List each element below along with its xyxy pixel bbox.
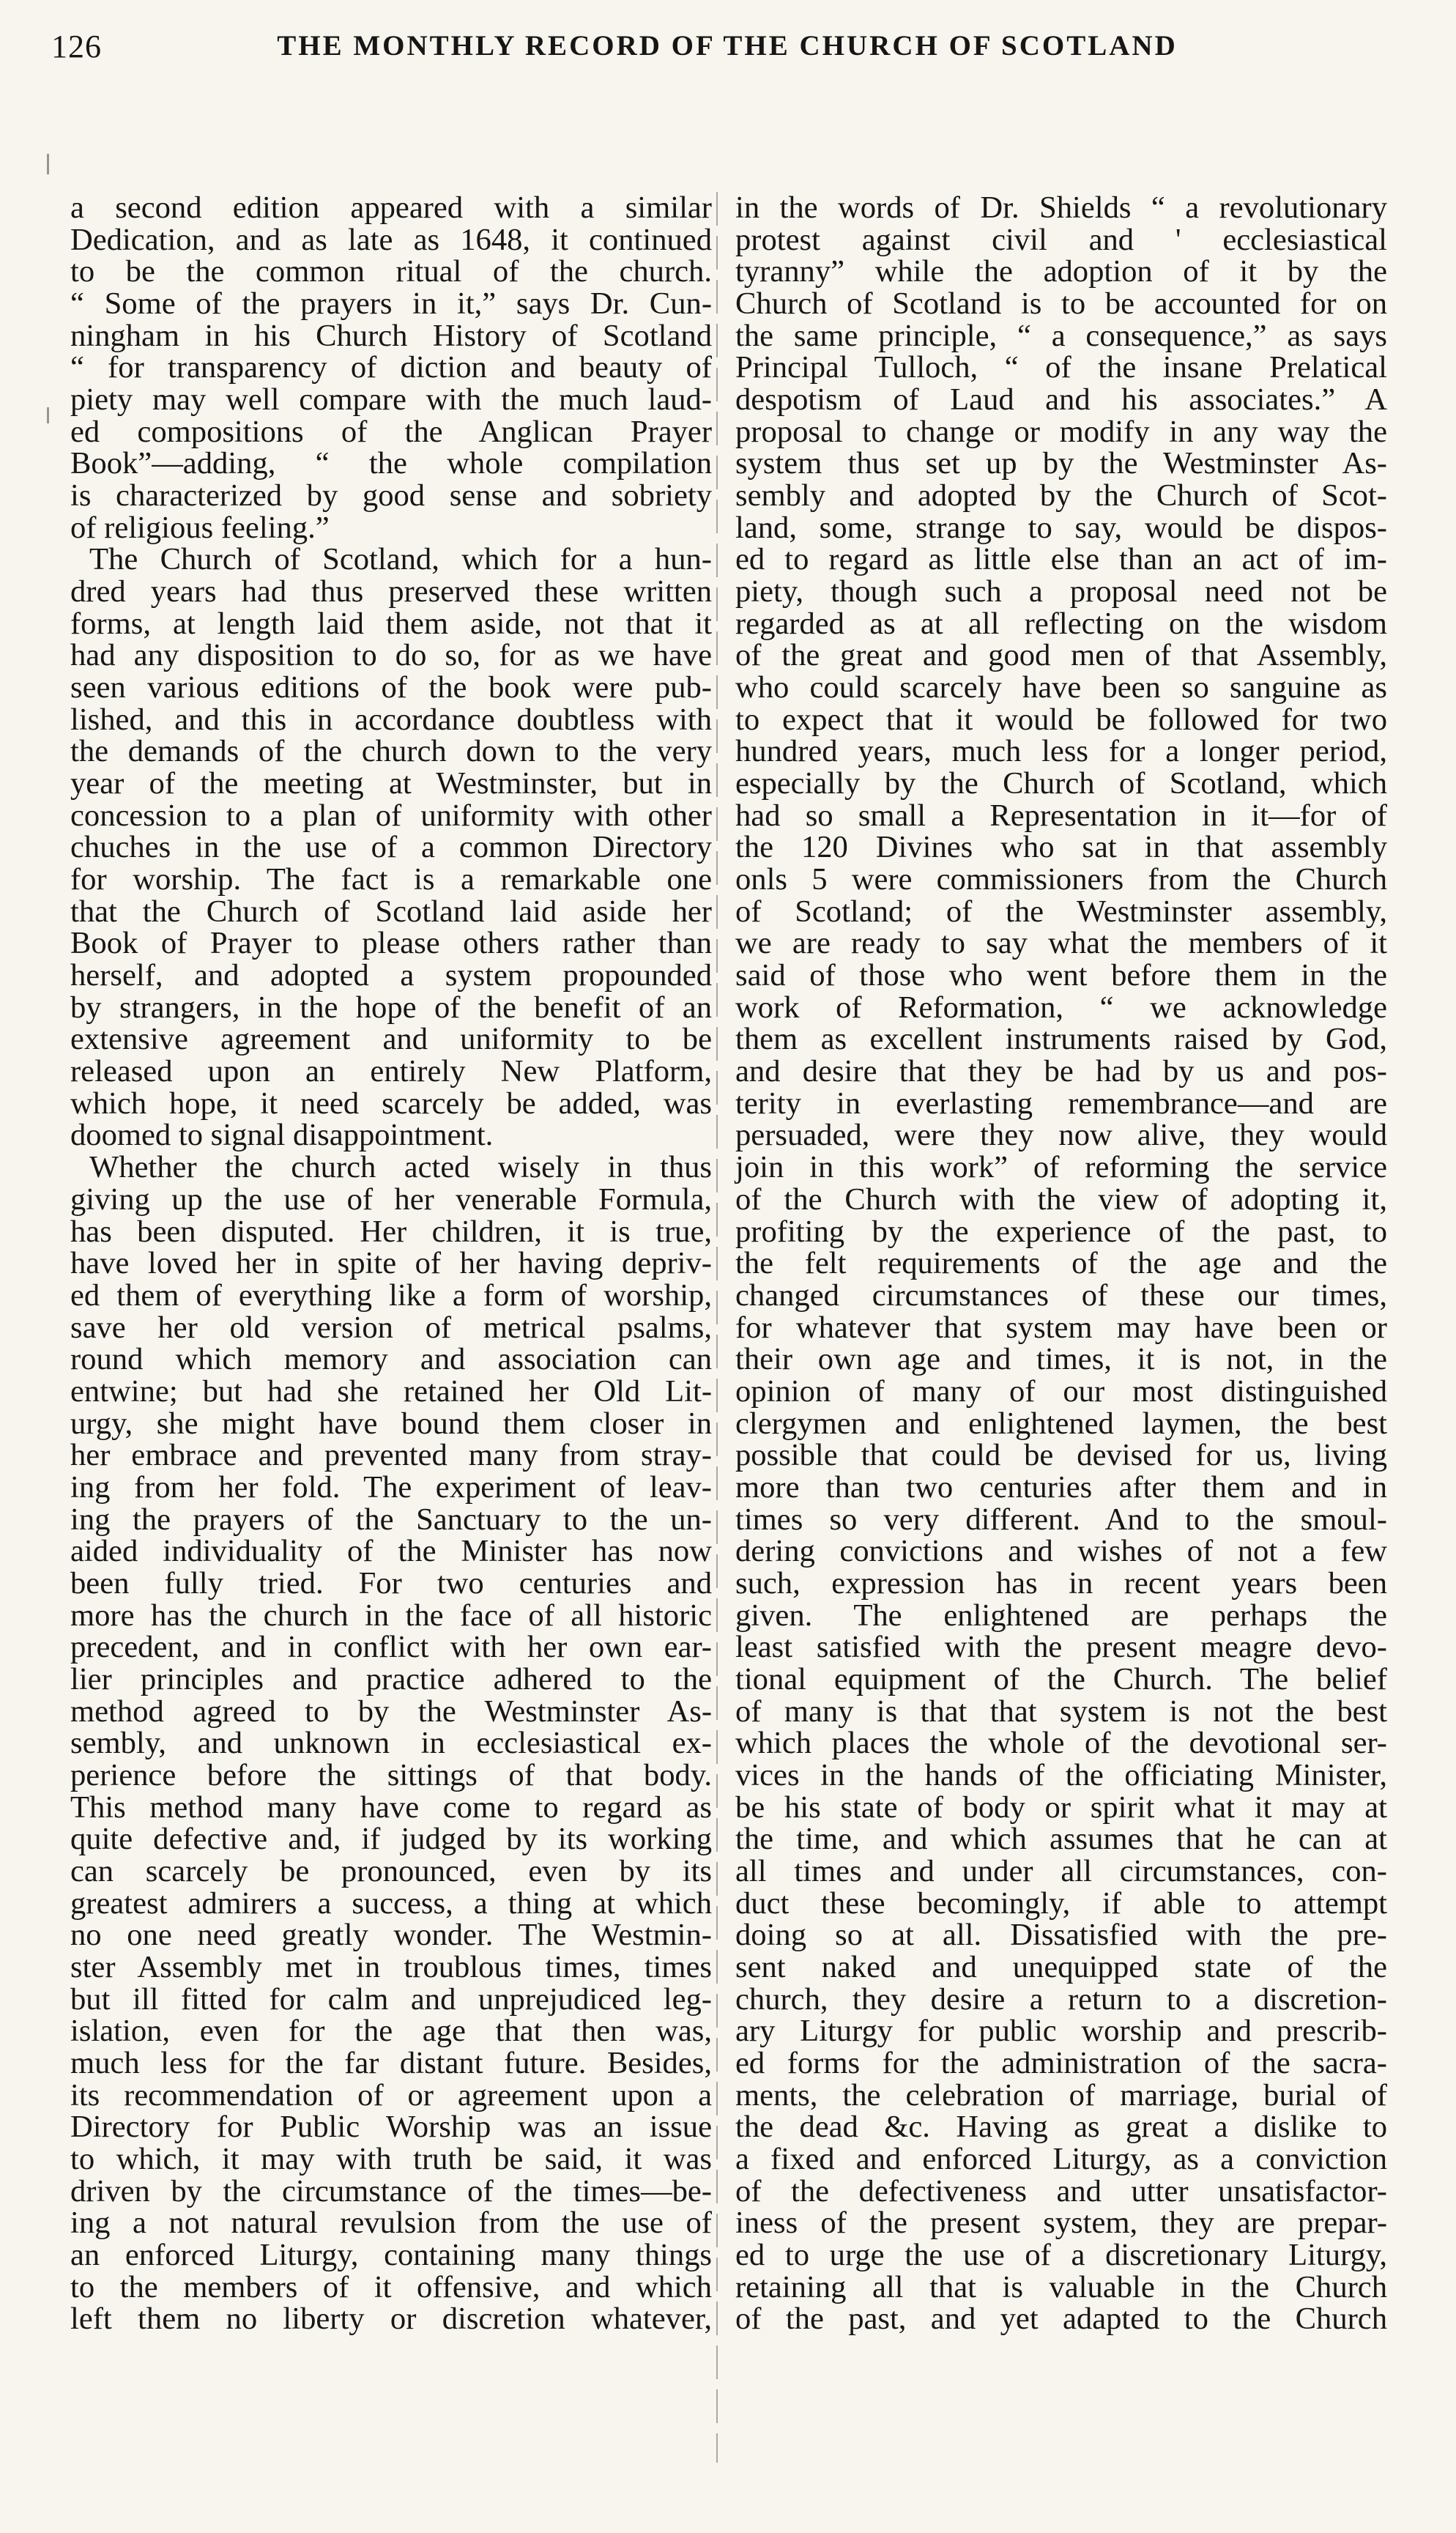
text-line: of the Church with the view of adopting it, bbox=[735, 1182, 1387, 1217]
text-line: of the great and good men of that Assembly, bbox=[735, 638, 1387, 673]
text-line: said of those who went before them in the bbox=[735, 958, 1387, 993]
text-line: her embrace and prevented many from stray- bbox=[70, 1438, 712, 1473]
text-line: sent naked and unequipped state of the bbox=[735, 1949, 1387, 1984]
text-line: possible that could be devised for us, living bbox=[735, 1438, 1387, 1473]
column-divider bbox=[716, 192, 718, 2463]
text-line: “ for transparency of diction and beauty of bbox=[70, 350, 712, 385]
text-line: seen various editions of the book were pub- bbox=[70, 670, 712, 705]
text-line: proposal to change or modify in any way the bbox=[735, 414, 1387, 449]
text-line: had any disposition to do so, for as we have bbox=[70, 638, 712, 673]
text-line: them as excellent instruments raised by God, bbox=[735, 1022, 1387, 1057]
text-line: quite defective and, if judged by its working bbox=[70, 1822, 712, 1857]
text-line: precedent, and in conflict with her own ear- bbox=[70, 1630, 712, 1665]
text-line: for whatever that system may have been or bbox=[735, 1310, 1387, 1345]
text-line: duct these becomingly, if able to attempt bbox=[735, 1885, 1387, 1921]
text-line: terity in everlasting remembrance—and are bbox=[735, 1086, 1387, 1121]
text-line: despotism of Laud and his associates.” A bbox=[735, 382, 1387, 418]
left-text-column bbox=[70, 192, 712, 2335]
text-line: Book of Prayer to please others rather than bbox=[70, 926, 712, 961]
text-line: a second edition appeared with a similar bbox=[70, 190, 712, 225]
text-line: ed to urge the use of a discretionary Liturgy, bbox=[735, 2238, 1387, 2272]
margin-mark bbox=[47, 154, 49, 174]
text-line: aided individuality of the Minister has now bbox=[70, 1534, 712, 1569]
text-line: for worship. The fact is a remarkable one bbox=[70, 862, 712, 897]
text-line: which hope, it need scarcely be added, was bbox=[70, 1086, 712, 1121]
page-number: 126 bbox=[51, 29, 102, 64]
text-line: doing so at all. Dissatisfied with the pre- bbox=[735, 1918, 1387, 1953]
right-text-column bbox=[735, 192, 1387, 2335]
text-line: ed compositions of the Anglican Prayer bbox=[70, 414, 712, 449]
text-line: greatest admirers a success, a thing at which bbox=[70, 1885, 712, 1921]
text-line: ed to regard as little else than an act of im- bbox=[735, 542, 1387, 577]
text-line: herself, and adopted a system propounded bbox=[70, 958, 712, 993]
text-line: been fully tried. For two centuries and bbox=[70, 1565, 712, 1601]
text-line: giving up the use of her venerable Formula, bbox=[70, 1182, 712, 1217]
text-line: ing from her fold. The experiment of leav- bbox=[70, 1469, 712, 1505]
text-line: ningham in his Church History of Scotland bbox=[70, 318, 712, 353]
text-line: changed circumstances of these our times, bbox=[735, 1277, 1387, 1313]
text-line: to expect that it would be followed for two bbox=[735, 702, 1387, 737]
text-line: of religious feeling.” bbox=[70, 510, 330, 545]
text-line: Directory for Public Worship was an issue bbox=[70, 2110, 712, 2145]
text-line: clergymen and enlightened laymen, the best bbox=[735, 1406, 1387, 1441]
text-line: we are ready to say what the members of it bbox=[735, 926, 1387, 961]
text-line: can scarcely be pronounced, even by its bbox=[70, 1853, 712, 1888]
text-line: is characterized by good sense and sobriety bbox=[70, 478, 712, 513]
text-line: no one need greatly wonder. The Westmin- bbox=[70, 1918, 712, 1953]
text-line: the time, and which assumes that he can at bbox=[735, 1822, 1387, 1857]
text-line: dred years had thus preserved these written bbox=[70, 574, 712, 609]
text-line: profiting by the experience of the past, to bbox=[735, 1214, 1387, 1249]
text-line: round which memory and association can bbox=[70, 1342, 712, 1377]
text-line: sembly, and unknown in ecclesiastical ex- bbox=[70, 1726, 712, 1761]
text-line: “ Some of the prayers in it,” says Dr. Cun- bbox=[70, 286, 712, 322]
text-line: sembly and adopted by the Church of Scot- bbox=[735, 478, 1387, 513]
text-line: piety, though such a proposal need not be bbox=[735, 574, 1387, 609]
text-line: more than two centuries after them and in bbox=[735, 1469, 1387, 1505]
text-line: to be the common ritual of the church. bbox=[70, 254, 712, 289]
text-line: ments, the celebration of marriage, burial of bbox=[735, 2077, 1387, 2113]
text-line: all times and under all circumstances, con- bbox=[735, 1853, 1387, 1888]
text-line: such, expression has in recent years been bbox=[735, 1565, 1387, 1601]
text-line: system thus set up by the Westminster As- bbox=[735, 446, 1387, 481]
text-line: the same principle, “ a consequence,” as says bbox=[735, 318, 1387, 353]
text-line: lier principles and practice adhered to the bbox=[70, 1661, 712, 1696]
text-line: left them no liberty or discretion whatever, bbox=[70, 2302, 712, 2337]
text-line: year of the meeting at Westminster, but in bbox=[70, 766, 712, 801]
text-line: doomed to signal disappointment. bbox=[70, 1118, 494, 1153]
running-title: THE MONTHLY RECORD OF THE CHURCH OF SCOTLAND bbox=[277, 30, 1178, 62]
text-line: their own age and times, it is not, in the bbox=[735, 1342, 1387, 1377]
text-line: the 120 Divines who sat in that assembly bbox=[735, 830, 1387, 865]
text-line: opinion of many of our most distinguished bbox=[735, 1373, 1387, 1409]
text-line: join in this work” of reforming the service bbox=[735, 1150, 1387, 1185]
text-line: save her old version of metrical psalms, bbox=[70, 1310, 712, 1345]
text-line: and desire that they be had by us and pos- bbox=[735, 1054, 1387, 1089]
text-line: its recommendation of or agreement upon a bbox=[70, 2077, 712, 2113]
text-line: more has the church in the face of all historic bbox=[70, 1598, 712, 1633]
text-line: a fixed and enforced Liturgy, as a conviction bbox=[735, 2141, 1387, 2176]
text-line: by strangers, in the hope of the benefit of an bbox=[70, 990, 712, 1025]
text-line: forms, at length laid them aside, not that it bbox=[70, 606, 712, 641]
text-line: the dead &c. Having as great a dislike to bbox=[735, 2110, 1387, 2145]
text-line: ing a not natural revulsion from the use of bbox=[70, 2206, 712, 2241]
text-line: the demands of the church down to the very bbox=[70, 734, 712, 769]
text-line: concession to a plan of uniformity with other bbox=[70, 798, 712, 833]
text-line: of Scotland; of the Westminster assembly, bbox=[735, 894, 1387, 929]
text-line: much less for the far distant future. Besides, bbox=[70, 2045, 712, 2080]
text-line: ed them of everything like a form of worship, bbox=[70, 1277, 712, 1313]
text-line: be his state of body or spirit what it may at bbox=[735, 1790, 1387, 1825]
text-line: least satisfied with the present meagre devo- bbox=[735, 1630, 1387, 1665]
text-line: method agreed to by the Westminster As- bbox=[70, 1694, 712, 1729]
text-line: ster Assembly met in troublous times, times bbox=[70, 1949, 712, 1984]
text-line: to the members of it offensive, and which bbox=[70, 2269, 712, 2304]
text-line: the felt requirements of the age and the bbox=[735, 1246, 1387, 1281]
text-line: islation, even for the age that then was, bbox=[70, 2014, 712, 2049]
text-line: who could scarcely have been so sanguine as bbox=[735, 670, 1387, 705]
text-line: dering convictions and wishes of not a few bbox=[735, 1534, 1387, 1569]
text-line: This method many have come to regard as bbox=[70, 1790, 712, 1825]
text-line: work of Reformation, “ we acknowledge bbox=[735, 990, 1387, 1025]
text-line: Whether the church acted wisely in thus bbox=[89, 1150, 712, 1185]
text-line: have loved her in spite of her having depriv- bbox=[70, 1246, 712, 1281]
text-line: Church of Scotland is to be accounted for on bbox=[735, 286, 1387, 322]
text-line: regarded as at all reflecting on the wisdom bbox=[735, 606, 1387, 641]
text-line: had so small a Representation in it—for of bbox=[735, 798, 1387, 833]
text-line: an enforced Liturgy, containing many things bbox=[70, 2238, 712, 2272]
text-line: especially by the Church of Scotland, which bbox=[735, 766, 1387, 801]
text-line: hundred years, much less for a longer period, bbox=[735, 734, 1387, 769]
text-line: tyranny” while the adoption of it by the bbox=[735, 254, 1387, 289]
text-line: to which, it may with truth be said, it was bbox=[70, 2141, 712, 2176]
text-line: has been disputed. Her children, it is true, bbox=[70, 1214, 712, 1249]
text-line: The Church of Scotland, which for a hun- bbox=[89, 542, 712, 577]
text-line: released upon an entirely New Platform, bbox=[70, 1054, 712, 1089]
text-line: vices in the hands of the officiating Minister, bbox=[735, 1757, 1387, 1792]
text-line: urgy, she might have bound them closer in bbox=[70, 1406, 712, 1441]
text-line: which places the whole of the devotional ser- bbox=[735, 1726, 1387, 1761]
text-line: given. The enlightened are perhaps the bbox=[735, 1598, 1387, 1633]
text-line: ed forms for the administration of the sacra- bbox=[735, 2045, 1387, 2080]
text-line: protest against civil and ' ecclesiastical bbox=[735, 222, 1387, 257]
text-line: tional equipment of the Church. The belief bbox=[735, 1661, 1387, 1696]
text-line: of the defectiveness and utter unsatisfactor- bbox=[735, 2173, 1387, 2209]
text-line: Book”—adding, “ the whole compilation bbox=[70, 446, 712, 481]
text-line: piety may well compare with the much laud- bbox=[70, 382, 712, 418]
margin-mark bbox=[47, 407, 49, 423]
text-line: chuches in the use of a common Directory bbox=[70, 830, 712, 865]
text-line: church, they desire a return to a discretion- bbox=[735, 1981, 1387, 2017]
text-line: Dedication, and as late as 1648, it continued bbox=[70, 222, 712, 257]
text-line: extensive agreement and uniformity to be bbox=[70, 1022, 712, 1057]
text-line: that the Church of Scotland laid aside her bbox=[70, 894, 712, 929]
text-line: ing the prayers of the Sanctuary to the un- bbox=[70, 1502, 712, 1537]
text-line: driven by the circumstance of the times—be- bbox=[70, 2173, 712, 2209]
text-line: land, some, strange to say, would be dispos- bbox=[735, 510, 1387, 545]
text-line: ary Liturgy for public worship and prescrib- bbox=[735, 2014, 1387, 2049]
text-line: Principal Tulloch, “ of the insane Prelatical bbox=[735, 350, 1387, 385]
text-line: onls 5 were commissioners from the Church bbox=[735, 862, 1387, 897]
page-header bbox=[42, 28, 1412, 94]
text-line: retaining all that is valuable in the Church bbox=[735, 2269, 1387, 2304]
text-line: of many is that that system is not the best bbox=[735, 1694, 1387, 1729]
text-line: of the past, and yet adapted to the Church bbox=[735, 2302, 1387, 2337]
text-line: in the words of Dr. Shields “ a revolutionary bbox=[735, 190, 1387, 225]
text-line: lished, and this in accordance doubtless with bbox=[70, 702, 712, 737]
text-line: iness of the present system, they are prepar- bbox=[735, 2206, 1387, 2241]
text-line: persuaded, were they now alive, they would bbox=[735, 1118, 1387, 1153]
text-line: but ill fitted for calm and unprejudiced leg- bbox=[70, 1981, 712, 2017]
text-line: entwine; but had she retained her Old Lit- bbox=[70, 1373, 712, 1409]
text-line: perience before the sittings of that body. bbox=[70, 1757, 712, 1792]
text-line: times so very different. And to the smoul- bbox=[735, 1502, 1387, 1537]
